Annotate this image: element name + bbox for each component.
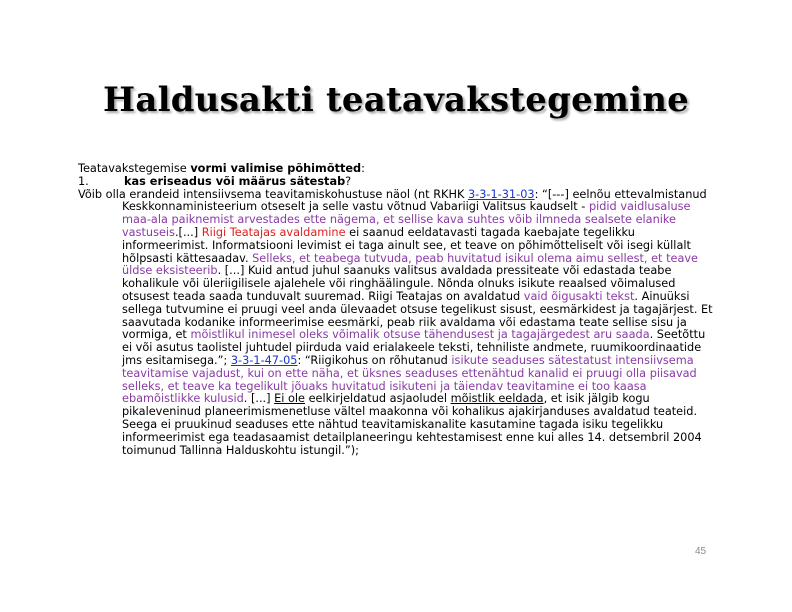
underlined-text: Ei ole (274, 392, 306, 406)
intro-prefix: Teatavakstegemise (78, 162, 191, 175)
text-segment: . [...] Kuid antud juhul saanuks valitsus avaldada pressiteate või edastada teabe kohalikule või üleriigilisele ajalehele või ringhäälingule. Nõnda olnuks isikute reaalsed võimalused otsusest teada saada tunduvalt suuremad. Riigi Teatajas on avaldatud (122, 264, 676, 303)
text-segment: . Ainuüksi sellega tutvumine ei pruugi veel anda ülevaadet otsuse tegelikust sisust, eesmärkidest ja tagajärjest. Et saavutada kodanike informeerimise eesmärki, peab riik avaldama või edastama teate sellise sisu ja vormiga, et (122, 289, 713, 342)
text-segment: .[...] (174, 225, 202, 239)
highlight-red: Riigi Teatajas avaldamine (201, 225, 346, 239)
main-paragraph (78, 189, 714, 458)
text-segment: : “[---] eelnõu ettevalmistanud Keskkonnaministeerium otseselt ja selle vastu võtnud Vabariigi Valitsus kaudselt - (122, 187, 707, 214)
page-number: 45 (695, 546, 707, 557)
text-segment: : “Riigikohus on rõhutanud (297, 353, 452, 367)
highlight-purple: vaid õigusakti tekst (523, 289, 635, 303)
case-link-2[interactable]: 3-3-1-47-05 (230, 353, 298, 367)
text-segment: , et isik jälgib kogu pikaleveninud planeerimismenetluse vältel maakonna või kohalikus ajakirjanduses avaldatud teateid. Seega ei pruukinud seaduses ette nähtud teavitamiskanalite kasutamine tagada isiku tegelikku informeerimist ega teadasaamist detailplaneeringu kehtestamisest enne kui alles 14. detsembril 2004 toimunud Tallinna Halduskohtu istungil.”); (122, 392, 702, 457)
text-segment: Võib olla erandeid intensiivsema teavitamiskohustuse näol (nt RKHK (78, 187, 468, 201)
highlight-purple: pidid vaidlusaluse maa-ala paiknemist arvestades ette nägema, et sellise kava suhtes võib ilmneda sealsete elanike vastuseis (122, 200, 691, 239)
underlined-text: mõistlik eeldada (450, 392, 544, 406)
text-segment: eelkirjeldatud asjaoludel (305, 392, 451, 406)
highlight-purple: mõistlikul inimesel oleks võimalik otsuse tähendusest ja tagajärgedest aru saada (190, 328, 650, 342)
text-segment: . Seetõttu ei või asutus taolistel juhtudel piirduda vaid erialakeele teksti, tehniliste andmete, ruumikoordinaatide jms esitamisega.”; (122, 328, 706, 367)
item-suffix: ? (345, 174, 352, 188)
text-segment: ei saanud eeldatavasti tagada kaebajate tegelikku informeerimist. Informatsiooni levimist ei taga ainult see, et teave on põhimõtteliselt või isegi küllalt hõlpsasti kättesaadav. (122, 225, 691, 265)
highlight-purple: isikute seaduses sätestatust intensiivsema teavitamise vajadust, kui on ette näha, et üksnes seaduses ettenähtud kanalid ei pruugi olla piisavad selleks, et teave ka tegelikult jõuaks huvitatud isikuteni ja täiendav teavitamine ei too kaasa ebamõistlikke kulusid (122, 353, 697, 406)
highlight-purple: Selleks, et teabega tutvuda, peab huvitatud isikul olema aimu sellest, et teave üldse eksisteerib (122, 251, 699, 278)
case-link-1[interactable]: 3-3-1-31-03 (467, 187, 535, 201)
intro-suffix: : (361, 162, 365, 175)
item-text: kas eriseadus või määrus sätestab (124, 174, 346, 188)
slide-content (78, 163, 714, 457)
item-number: 1. (78, 174, 89, 188)
intro-bold: vormi valimise põhimõtted (190, 162, 362, 175)
slide-title: Haldusakti teatavakstegemine (103, 80, 689, 120)
text-segment: . [...] (243, 392, 275, 406)
